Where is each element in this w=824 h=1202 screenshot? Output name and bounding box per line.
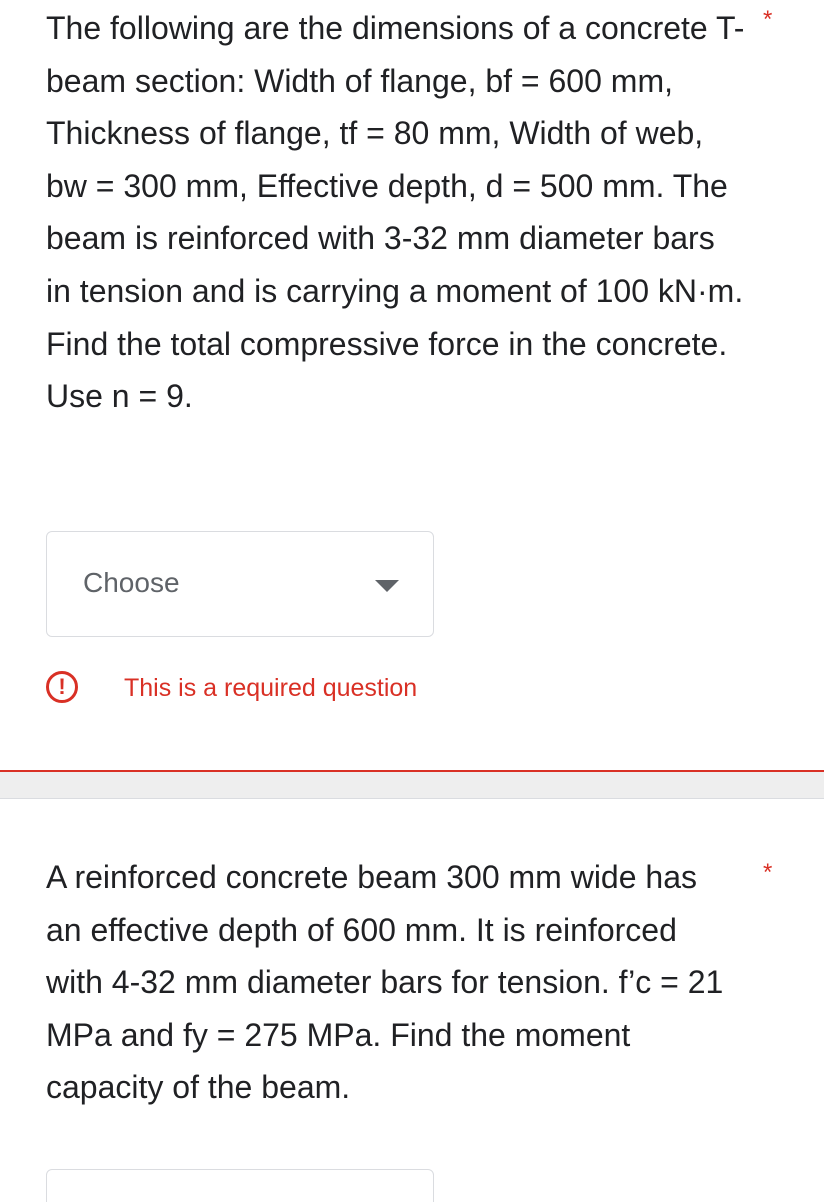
triangle-down-icon [375, 580, 399, 592]
asterisk-icon: * [763, 6, 773, 33]
answer-dropdown[interactable] [46, 1169, 434, 1202]
question-text: The following are the dimensions of a concrete T-beam section: Width of flange, bf = 600 mm, Thickness of flange, tf = 80 mm, Width of web, bw = 300 mm, Effective depth, d = 500 mm. The beam is reinforced with 3-32 mm diameter bars in tension and is carrying a moment of 100 kN·m. Find the total compressive force in the concrete. Use n = 9. [46, 10, 745, 415]
answer-dropdown[interactable] [46, 531, 434, 637]
question-card-2 [0, 798, 824, 1202]
required-error [46, 670, 646, 710]
error-message: This is a required question [124, 674, 418, 702]
exclamation-circle-icon: ! [46, 671, 78, 703]
card-separator [0, 772, 824, 798]
asterisk-icon: * [763, 859, 773, 886]
dropdown-selected-value: Choose [83, 567, 180, 598]
question-text: A reinforced concrete beam 300 mm wide has an effective depth of 600 mm. It is reinforced with 4-32 mm diameter bars for tension. f’c = 21 MPa and fy = 275 MPa. Find the moment capacity of the beam. [46, 859, 724, 1106]
